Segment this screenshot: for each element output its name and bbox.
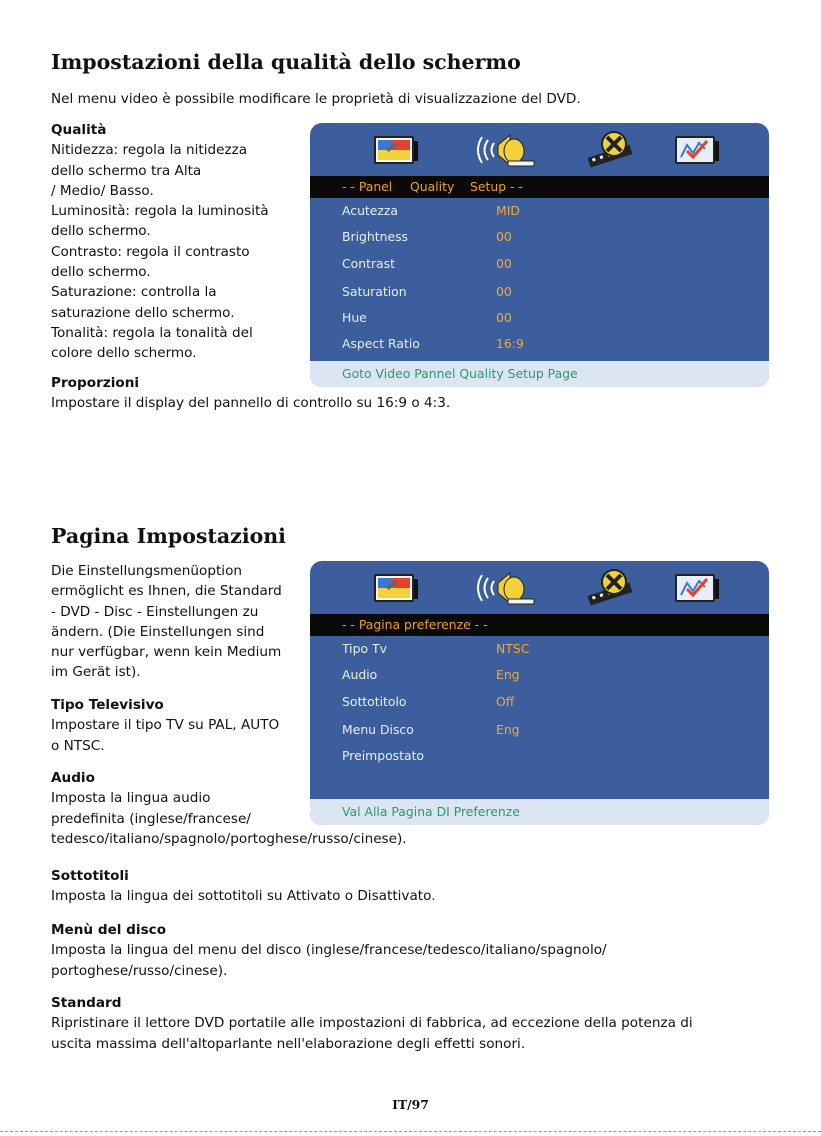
osd-row-label: Brightness — [342, 229, 409, 244]
settings-intro-line: im Gerät ist). — [51, 664, 141, 681]
osd-quality-panel — [310, 123, 769, 387]
osd-row-value: 00 — [496, 310, 512, 325]
osd-row-aspect-ratio[interactable] — [310, 331, 769, 357]
osd-row-value: 00 — [496, 284, 512, 299]
general-setup-icon[interactable] — [372, 133, 420, 171]
osd-row-value: Off — [496, 694, 515, 709]
osd-row-value: Eng — [496, 667, 520, 682]
subtitles-text: Imposta la lingua dei sottotitoli su Attivato o Disattivato. — [51, 888, 436, 905]
quality-line: Nitidezza: regola la nitidezza — [51, 142, 248, 159]
osd-row-label: Acutezza — [342, 203, 399, 218]
osd-row-label: Contrast — [342, 256, 395, 271]
tv-type-description — [51, 695, 307, 756]
osd-row-value: 16:9 — [496, 336, 524, 351]
settings-intro — [51, 561, 307, 683]
osd-quality-footer — [310, 361, 769, 387]
osd-row-value: Eng — [496, 722, 520, 737]
osd-row-saturation[interactable] — [310, 279, 769, 305]
osd-icon-bar — [310, 561, 769, 613]
video-setup-icon[interactable] — [582, 567, 638, 611]
osd-row-value: MID — [496, 203, 520, 218]
settings-intro-line: Die Einstellungsmenüoption — [51, 563, 243, 579]
osd-quality-header — [310, 176, 769, 198]
settings-intro-line: nur verfügbar, wenn kein Medium — [51, 644, 282, 661]
preference-setup-icon[interactable] — [673, 133, 721, 171]
osd-header-part: - - Panel — [342, 179, 393, 194]
osd-row-label: Tipo Tv — [342, 641, 387, 656]
proportions-text: Impostare il display del pannello di controllo su 16:9 o 4:3. — [51, 395, 451, 412]
osd-row-disc-menu[interactable] — [310, 717, 769, 743]
quality-intro: Nel menu video è possibile modificare le proprietà di visualizzazione del DVD. — [51, 91, 581, 107]
preference-setup-icon[interactable] — [673, 571, 721, 609]
osd-header-part: Setup - - — [470, 179, 523, 194]
osd-row-value: 00 — [496, 256, 512, 271]
osd-preferences-header — [310, 614, 769, 636]
disc-menu-line: Imposta la lingua del menu del disco (inglese/francese/tedesco/italiano/spagnolo/ — [51, 942, 607, 959]
quality-heading: Qualità — [51, 122, 107, 138]
audio-line: tedesco/italiano/spagnolo/portoghese/russo/cinese). — [51, 830, 407, 847]
tv-type-line: Impostare il tipo TV su PAL, AUTO — [51, 717, 280, 734]
osd-row-label: Menu Disco — [342, 722, 414, 737]
section-title-quality: Impostazioni della qualità dello schermo — [51, 50, 521, 74]
tv-type-line: o NTSC. — [51, 737, 105, 754]
osd-row-hue[interactable] — [310, 305, 769, 331]
osd-footer-text: Goto Video Pannel Quality Setup Page — [342, 366, 578, 381]
tv-type-heading: Tipo Televisivo — [51, 697, 164, 713]
osd-row-value: 00 — [496, 229, 512, 244]
osd-row-contrast[interactable] — [310, 251, 769, 277]
osd-header-text: - - Pagina preferenze - - — [342, 617, 488, 632]
osd-row-label: Audio — [342, 667, 378, 682]
video-setup-icon[interactable] — [582, 129, 638, 173]
osd-row-subtitle[interactable] — [310, 689, 769, 715]
proportions-heading: Proporzioni — [51, 375, 140, 391]
osd-row-label: Aspect Ratio — [342, 336, 420, 351]
page-number: IT/97 — [392, 1097, 429, 1112]
disc-menu-line: portoghese/russo/cinese). — [51, 962, 228, 979]
disc-menu-heading: Menù del disco — [51, 922, 167, 938]
osd-row-label: Preimpostato — [342, 748, 425, 763]
osd-row-brightness[interactable] — [310, 224, 769, 250]
disc-menu-description — [51, 920, 607, 981]
section-title-settings: Pagina Impostazioni — [51, 524, 286, 548]
quality-description — [51, 120, 307, 364]
standard-description — [51, 993, 693, 1054]
quality-line: / Medio/ Basso. — [51, 182, 154, 199]
settings-intro-line: - DVD - Disc - Einstellungen zu — [51, 603, 259, 620]
osd-row-label: Hue — [342, 310, 367, 325]
osd-row-label: Sottotitolo — [342, 694, 407, 709]
audio-heading: Audio — [51, 770, 95, 786]
audio-line: predefinita (inglese/francese/ — [51, 810, 251, 827]
quality-line: colore dello schermo. — [51, 345, 197, 362]
standard-line: uscita massima dell'altoparlante nell'elaborazione degli effetti sonori. — [51, 1035, 526, 1052]
audio-setup-icon[interactable] — [468, 131, 538, 173]
quality-line: Tonalità: regola la tonalità del — [51, 324, 253, 341]
quality-line: Contrasto: regola il contrasto — [51, 243, 250, 260]
page-bottom-divider — [0, 1131, 821, 1132]
quality-line: dello schermo. — [51, 264, 151, 281]
osd-row-default[interactable] — [310, 743, 769, 769]
settings-intro-line: ermöglicht es Ihnen, die Standard — [51, 583, 282, 600]
osd-preferences-panel — [310, 561, 769, 825]
subtitles-description — [51, 866, 436, 907]
audio-line: Imposta la lingua audio — [51, 790, 211, 807]
osd-footer-text: Val Alla Pagina DI Preferenze — [342, 804, 520, 819]
quality-line: Luminosità: regola la luminosità — [51, 203, 269, 220]
osd-row-tv-type[interactable] — [310, 636, 769, 662]
standard-line: Ripristinare il lettore DVD portatile alle impostazioni di fabbrica, ad eccezione della potenza di — [51, 1015, 693, 1032]
osd-header-part: Quality — [410, 179, 455, 194]
subtitles-heading: Sottotitoli — [51, 868, 129, 884]
osd-icon-bar — [310, 123, 769, 175]
standard-heading: Standard — [51, 995, 122, 1011]
osd-preferences-footer — [310, 799, 769, 825]
settings-intro-line: ändern. (Die Einstellungen sind — [51, 623, 265, 640]
audio-setup-icon[interactable] — [468, 569, 538, 611]
quality-line: dello schermo tra Alta — [51, 162, 202, 179]
osd-row-sharpness[interactable] — [310, 198, 769, 224]
general-setup-icon[interactable] — [372, 571, 420, 609]
osd-row-value: NTSC — [496, 641, 530, 656]
osd-row-label: Saturation — [342, 284, 407, 299]
quality-line: saturazione dello schermo. — [51, 304, 235, 321]
quality-line: dello schermo. — [51, 223, 151, 240]
osd-row-audio[interactable] — [310, 662, 769, 688]
quality-line: Saturazione: controlla la — [51, 284, 217, 301]
